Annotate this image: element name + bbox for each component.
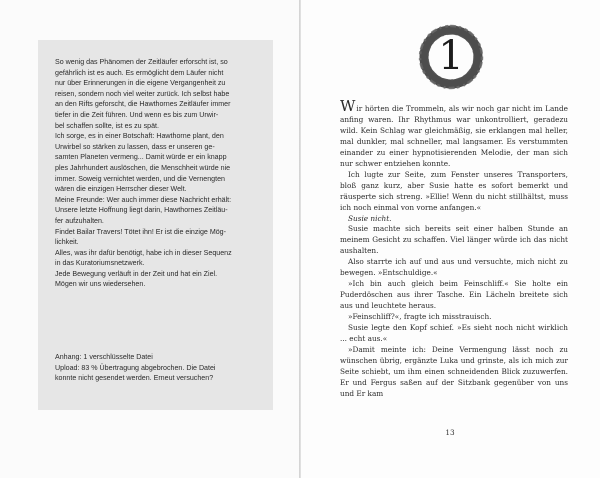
message-line: reisen, sondern noch viel weiter zurück. Ich selbst habe [55, 89, 230, 98]
message-line: gefährlich ist es auch. Es ermöglicht dem Läufer nicht [55, 68, 224, 77]
message-line: samten Planeten vermeng... Damit würde er ein knapp [55, 153, 227, 162]
paragraph: »Damit meinte ich: Deine Vermengung lässt noch zu wünschen übrig, ergänzte Luka und grinste, als ich mich zur Seite schiebt, um ihm einen schneidenden Blick zuzuwerfen. Er und Fergus saßen auf der Sitzbank gegenüber von uns und Er kam [340, 344, 568, 398]
message-line: So wenig das Phänomen der Zeitläufer erforscht ist, so [55, 58, 228, 66]
message-text [55, 57, 260, 290]
message-line: Urwirbel so stärken zu lassen, dass er unseren ge- [55, 142, 215, 151]
message-line: Mögen wir uns wiedersehen. [55, 280, 146, 289]
page-number: 13 [445, 428, 455, 437]
retry-line: konnte nicht gesendet werden. Erneut versuchen? [55, 374, 214, 383]
attachment-line: Anhang: 1 verschlüsselte Datei [55, 353, 153, 361]
message-line: immer. Soweig vernichtet werden, und die Vernengten [55, 174, 225, 183]
message-line: Meine Freunde: Wer auch immer diese Nachricht erhält: [55, 195, 232, 204]
message-line: Jede Bewegung verläuft in der Zeit und hat ein Ziel. [55, 269, 218, 278]
message-line: an den Rifts geforscht, die Hawthornes Zeitläufer immer [55, 100, 231, 109]
paragraph: »Ich bin auch gleich beim Feinschliff.« Sie holte ein Puderdöschen aus ihrer Tasche. Ein Lächeln breitete sich aus und leuchtete heraus. [340, 279, 568, 311]
message-line: Ich sorge, es in einer Botschaft: Hawthorne plant, den [55, 132, 224, 141]
paragraph: Wir hörten die Trommeln, als wir noch gar nicht im Lande anfing waren. Ihr Rhythmus war unkontrolliert, geradezu wild. Kein Schlag war gleichmäßig, sie erklangen mal heller, mal dunkler, mal schneller, mal langsamer. Es verstummten einander zu einer hypnotisierenden Melodie, der man sich nur schwer entziehen konnte. [340, 97, 568, 168]
message-line: fer aufzuhalten. [55, 216, 104, 225]
message-line: wären die einzigen Herrscher dieser Welt. [55, 185, 187, 194]
chapter-number: 1 [438, 33, 464, 79]
paragraph: Susie nicht. [348, 213, 392, 223]
message-line: Unsere letzte Hoffnung liegt darin, Hawthornes Zeitläu- [55, 206, 228, 215]
drop-cap: W [340, 97, 356, 115]
upload-status [55, 352, 260, 384]
message-line: nur über Erinnerungen in die eigene Vergangenheit zu [55, 79, 226, 88]
message-line: ples Jahrhundert auslöschen, die Menschheit würde nie [55, 163, 231, 172]
upload-line: Upload: 83 % Übertragung abgebrochen. Die Datei [55, 363, 216, 372]
paragraph: Susie machte sich bereits seit einer halben Stunde an meinem Gesicht zu schaffen. Viel länger würde ich das nicht aushalten. [340, 224, 568, 256]
chapter-text [340, 97, 568, 400]
message-line: tiefer in die Zeit führen. Und wenn es bis zum Urwir- [55, 110, 219, 119]
paragraph: Susie legte den Kopf schief. »Es sieht noch nicht wirklich ... echt aus.« [340, 323, 568, 344]
message-line: Alles, was ihr dafür benötigt, habe ich in dieser Sequenz [55, 248, 232, 257]
paragraph: Ich lugte zur Seite, zum Fenster unseres Transporters, bloß ganz kurz, aber Susie hatte es sofort bemerkt und räusperte sich streng. »Ellie! Wenn du nicht stillhältst, muss ich noch einmal von vorne anfangen.« [340, 169, 568, 212]
message-line: Findet Bailar Travers! Tötet ihn! Er ist die einzige Mög- [55, 227, 226, 236]
message-line: lichkeit. [55, 238, 79, 247]
paragraph: Also starrte ich auf und aus und versuchte, mich nicht zu bewegen. »Entschuldige.« [340, 257, 568, 278]
message-line: in das Kuratoriumsnetzwerk. [55, 259, 145, 268]
paragraph: »Feinschliff?«, fragte ich misstrauisch. [348, 312, 492, 322]
message-line: bel schaffen sollte, ist es zu spät. [55, 121, 159, 130]
